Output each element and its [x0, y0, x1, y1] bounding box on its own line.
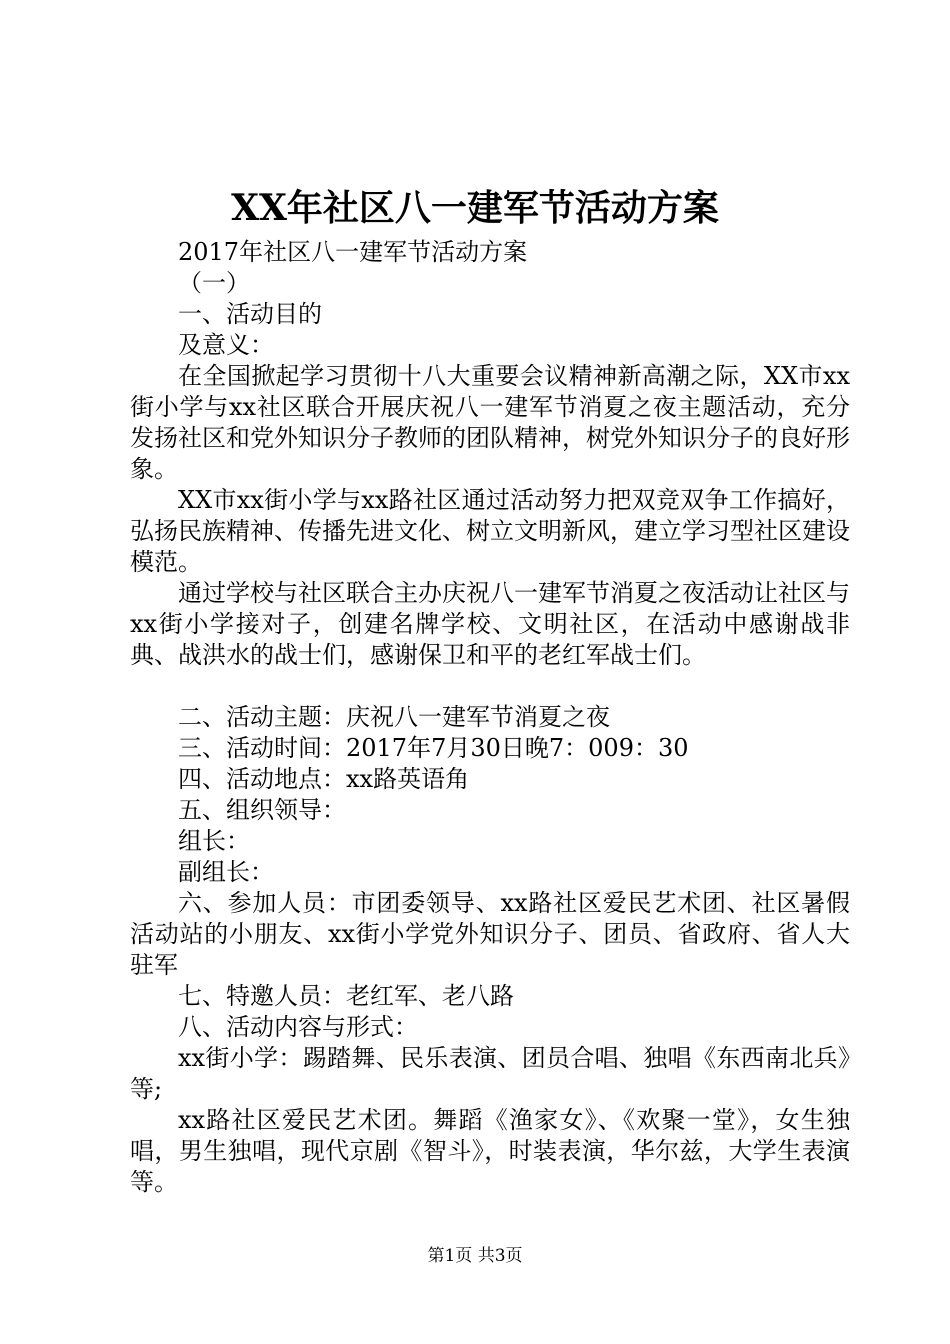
paragraph-guests: 七、特邀人员：老红军、老八路: [178, 982, 514, 1010]
paragraph-heading-meaning: 及意义：: [178, 331, 274, 359]
paragraph-leader: 组长：: [178, 827, 250, 855]
document-title: XX年社区八一建军节活动方案: [231, 187, 719, 229]
paragraph-community-program: xx路社区爱民艺术团。舞蹈《渔家女》、《欢聚一堂》，女生独唱，男生独唱，现代京剧《智斗》，时装表演，华尔兹，大学生表演等。: [130, 1106, 850, 1196]
paragraph-time: 三、活动时间：2017年7月30日晚7：009：30: [178, 734, 689, 762]
paragraph-content-heading: 八、活动内容与形式：: [178, 1013, 418, 1041]
paragraph-theme: 二、活动主题：庆祝八一建军节消夏之夜: [178, 703, 610, 731]
paragraph-participants: 六、参加人员：市团委领导、xx路社区爱民艺术团、社区暑假活动站的小朋友、xx街小学党外知识分子、团员、省政府、省人大驻军: [130, 889, 850, 979]
paragraph-spacer: [130, 671, 850, 702]
document-body: [130, 237, 850, 1198]
paragraph-subtitle: 2017年社区八一建军节活动方案: [178, 238, 528, 266]
paragraph-heading-purpose: 一、活动目的: [178, 300, 322, 328]
paragraph-deputy-leader: 副组长：: [178, 858, 274, 886]
paragraph-school-program: xx街小学：踢踏舞、民乐表演、团员合唱、独唱《东西南北兵》等;: [130, 1044, 850, 1103]
paragraph-body: XX市xx街小学与xx路社区通过活动努力把双竞双争工作搞好，弘扬民族精神、传播先进文化、树立文明新风，建立学习型社区建设模范。: [130, 486, 850, 576]
paragraph-leadership: 五、组织领导：: [178, 796, 346, 824]
paragraph-part-marker: （一）: [178, 269, 250, 297]
page-footer: 第1页 共3页: [427, 1246, 523, 1266]
paragraph-location: 四、活动地点：xx路英语角: [178, 765, 470, 793]
paragraph-body: 通过学校与社区联合主办庆祝八一建军节消夏之夜活动让社区与xx街小学接对子，创建名牌学校、文明社区，在活动中感谢战非典、战洪水的战士们，感谢保卫和平的老红军战士们。: [130, 579, 850, 669]
paragraph-body: 在全国掀起学习贯彻十八大重要会议精神新高潮之际，XX市xx街小学与xx社区联合开展庆祝八一建军节消夏之夜主题活动，充分发扬社区和党外知识分子教师的团队精神，树党外知识分子的良好形象。: [130, 362, 850, 483]
